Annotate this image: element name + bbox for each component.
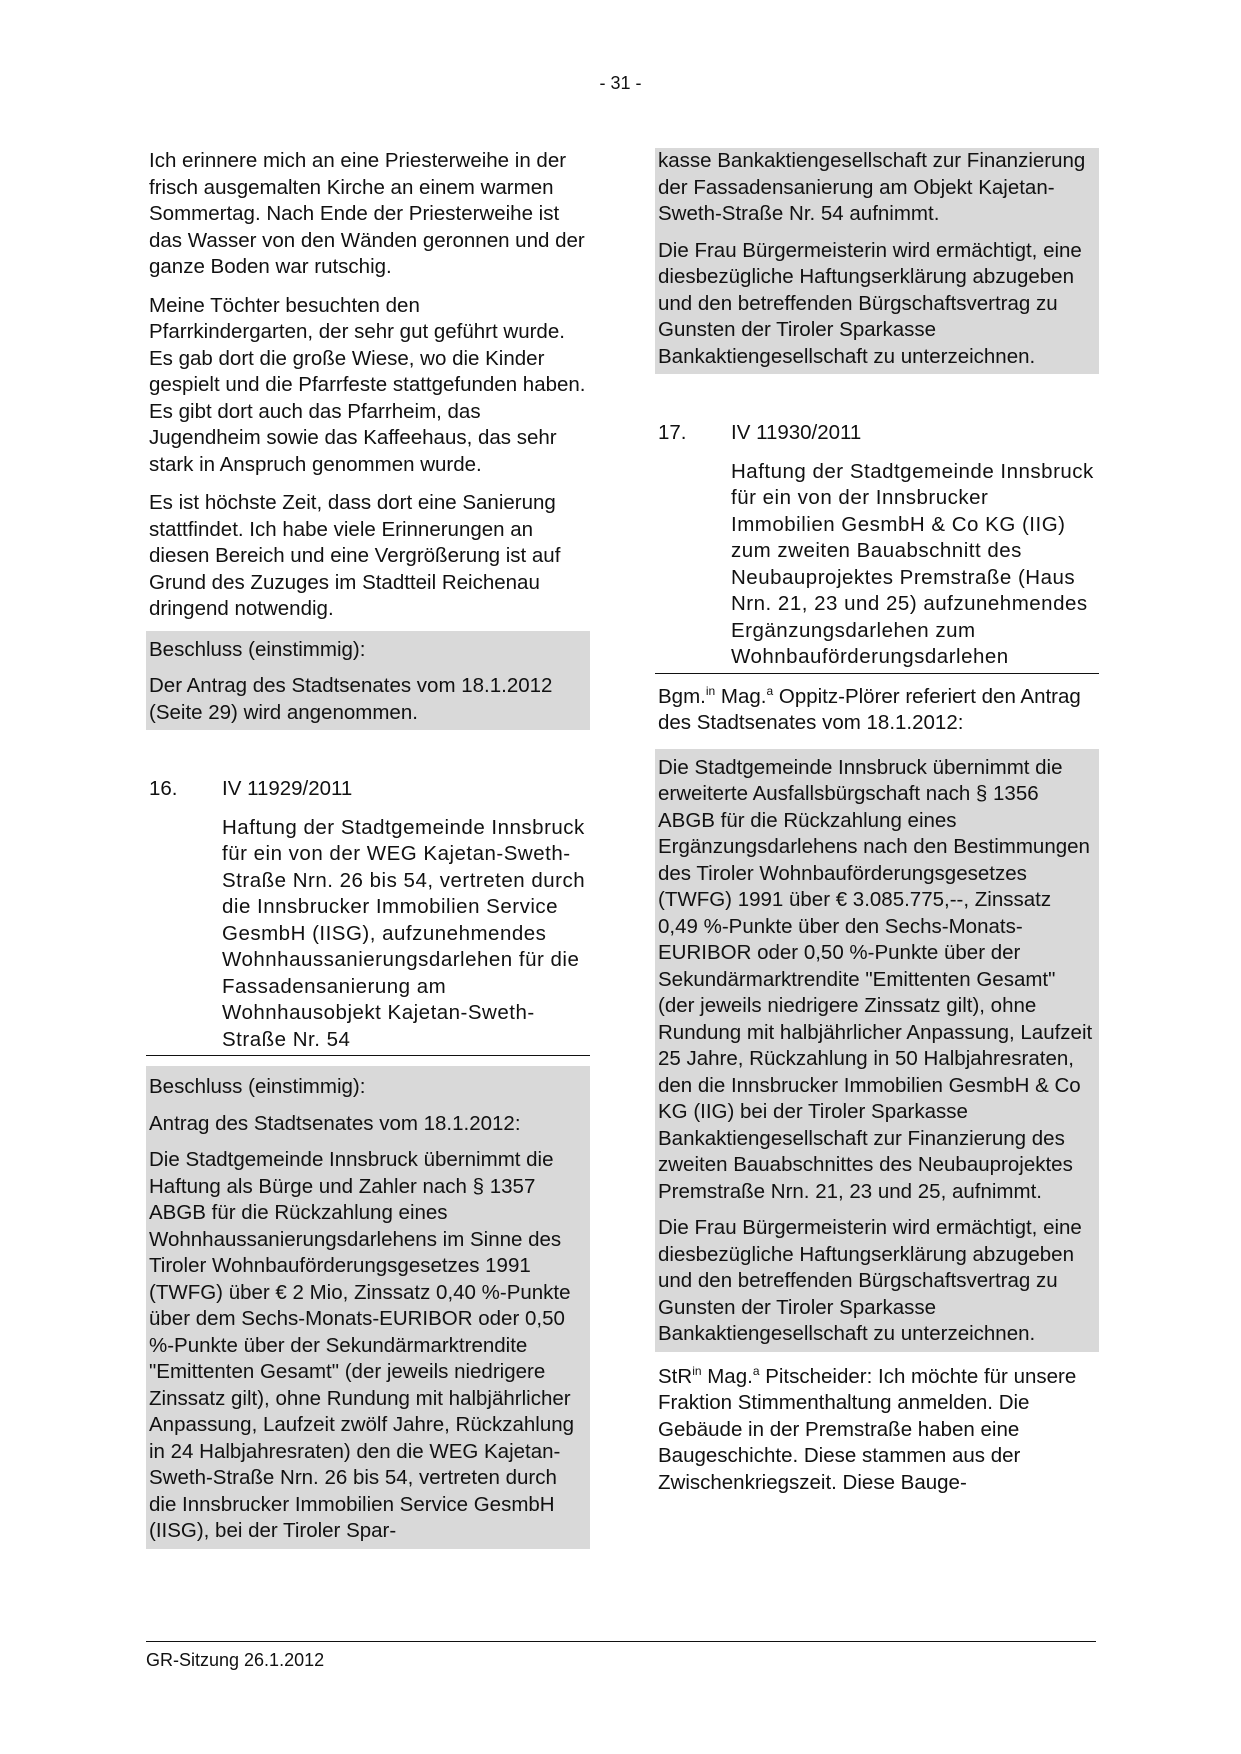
footer-session-date: GR-Sitzung 26.1.2012 bbox=[146, 1650, 325, 1670]
agenda-item-title-block bbox=[655, 459, 1099, 674]
motion-label: Antrag des Stadtsenates vom 18.1.2012: bbox=[149, 1111, 521, 1135]
agenda-item-header bbox=[146, 776, 590, 803]
resolution-continued-block bbox=[655, 148, 1099, 374]
paragraph: Es ist höchste Zeit, dass dort eine Sanierung stattfindet. Ich habe viele Erinnerungen an diesen Bereich und eine Vergrößerung ist auf Grund des Zuzuges im Stadtteil Reichenau dringend notwendig. bbox=[149, 491, 561, 620]
resolution-block bbox=[146, 1066, 590, 1549]
resolution-label: Beschluss (einstimmig): bbox=[149, 637, 366, 661]
resolution-label: Beschluss (einstimmig): bbox=[149, 1075, 366, 1098]
resolution-block bbox=[146, 631, 590, 731]
agenda-item-reference: IV 11929/2011 bbox=[222, 777, 353, 800]
speaker-statement: StR$^{in}$ Mag.$^a$ Pitscheider: Ich möchte für unsere Fraktion Stimmenthaltung anmelden. Die Gebäude in der Premstraße haben eine Baugeschichte. Diese stammen aus der Zwischenkriegszeit. Diese Bauge- bbox=[658, 1363, 1077, 1494]
paragraph: Meine Töchter besuchten den Pfarrkindergarten, der sehr gut geführt wurde. Es gab dort die große Wiese, wo die Kinder gespielt und die Pfarrfeste stattgefunden haben. Es gibt dort auch das Pfarrheim, das Jugendheim sowie das Kaffeehaus, das sehr stark in Anspruch genommen wurde. bbox=[149, 293, 586, 476]
agenda-item-title: Haftung der Stadtgemeinde Innsbruck für ein von der WEG Kajetan-Sweth-Straße Nrn. 26 bis 54, vertreten durch die Innsbrucker Immobilien Service GesmbH (IISG), aufzunehmendes Wohnhaussanierungsdarlehen für die Fassadensanierung am Wohnhausobjekt Kajetan-Sweth-Straße Nr. 54 bbox=[222, 815, 586, 1051]
resolution-text: Der Antrag des Stadtsenates vom 18.1.2012 (Seite 29) wird angenommen. bbox=[149, 674, 553, 724]
agenda-item-title-block bbox=[146, 815, 590, 1057]
agenda-item-number: 16. bbox=[149, 777, 178, 800]
authorization-text: Die Frau Bürgermeisterin wird ermächtigt, eine diesbezügliche Haftungserklärung abzugeben und den betreffenden Bürgschaftsvertrag zu Gunsten der Tiroler Sparkasse Bankaktiengesellschaft zu unterzeichnen. bbox=[658, 1216, 1082, 1345]
right-column bbox=[655, 148, 1099, 1508]
motion-text: Die Stadtgemeinde Innsbruck übernimmt die Haftung als Bürge und Zahler nach § 1357 ABGB für die Rückzahlung eines Wohnhaussanierungsdarlehens im Sinne des Tiroler Wohnbauförderungsgesetzes 1991 (TWFG) über € 2 Mio, Zinssatz 0,40 %-Punkte über dem Sechs-Monats-EURIBOR oder 0,50 %-Punkte über der Sekundärmarktrendite "Emittenten Gesamt" (der jeweils niedrigere Zinssatz gilt), ohne Rundung mit halbjährlicher Anpassung, Laufzeit zwölf Jahre, Rückzahlung in 24 Halbjahresraten) den die WEG Kajetan-Sweth-Straße Nrn. 26 bis 54, vertreten durch die Innsbrucker Immobilien Service GesmbH (IISG), bei der Tiroler Spar- bbox=[149, 1148, 575, 1542]
motion-block bbox=[655, 749, 1099, 1352]
authorization-text: Die Frau Bürgermeisterin wird ermächtigt, eine diesbezügliche Haftungserklärung abzugeben und den betreffenden Bürgschaftsvertrag zu Gunsten der Tiroler Sparkasse Bankaktiengesellschaft zu unterzeichnen. bbox=[658, 238, 1082, 368]
motion-text: Die Stadtgemeinde Innsbruck übernimmt die erweiterte Ausfallsbürgschaft nach § 1356 ABGB für die Rückzahlung eines Ergänzungsdarlehens nach den Bestimmungen des Tiroler Wohnbauförderungsgesetzes (TWFG) 1991 über € 3.085.775,--, Zinssatz 0,49 %-Punkte über den Sechs-Monats-EURIBOR oder 0,50 %-Punkte über der Sekundärmarktrendite "Emittenten Gesamt" (der jeweils niedrigere Zinssatz gilt), ohne Rundung mit halbjährlicher Anpassung, Laufzeit 25 Jahre, Rückzahlung in 50 Halbjahresraten, den die Innsbrucker Immobilien GesmbH & Co KG (IIG) bei der Tiroler Sparkasse Bankaktiengesellschaft zur Finanzierung des zweiten Bauabschnittes des Neubauprojektes Premstraße Nrn. 21, 23 und 25, aufnimmt. bbox=[658, 755, 1093, 1203]
motion-text-continued: kasse Bankaktiengesellschaft zur Finanzierung der Fassadensanierung am Objekt Kajetan-Sweth-Straße Nr. 54 aufnimmt. bbox=[658, 149, 1086, 225]
agenda-item-title: Haftung der Stadtgemeinde Innsbruck für ein von der Innsbrucker Immobilien GesmbH & Co KG (IIG) zum zweiten Bauabschnitt des Neubauprojektes Premstraße (Haus Nrn. 21, 23 und 25) aufzunehmendes Ergänzungsdarlehen zum Wohnbauförderungsdarlehen bbox=[731, 459, 1094, 668]
paragraph: Ich erinnere mich an eine Priesterweihe in der frisch ausgemalten Kirche an einem warmen Sommertag. Nach Ende der Priesterweihe ist das Wasser von den Wänden geronnen und der ganze Boden war rutschig. bbox=[149, 149, 585, 278]
speaker-intro: Bgm.$^{in}$ Mag.$^a$ Oppitz-Plörer referiert den Antrag des Stadtsenates vom 18.1.2012: bbox=[658, 683, 1081, 734]
footer-rule bbox=[146, 1641, 1096, 1642]
agenda-item-header bbox=[655, 420, 1099, 447]
agenda-item-reference: IV 11930/2011 bbox=[731, 421, 862, 444]
agenda-item-number: 17. bbox=[658, 421, 687, 444]
left-column bbox=[146, 148, 590, 1561]
page-number: - 31 - bbox=[599, 73, 642, 93]
